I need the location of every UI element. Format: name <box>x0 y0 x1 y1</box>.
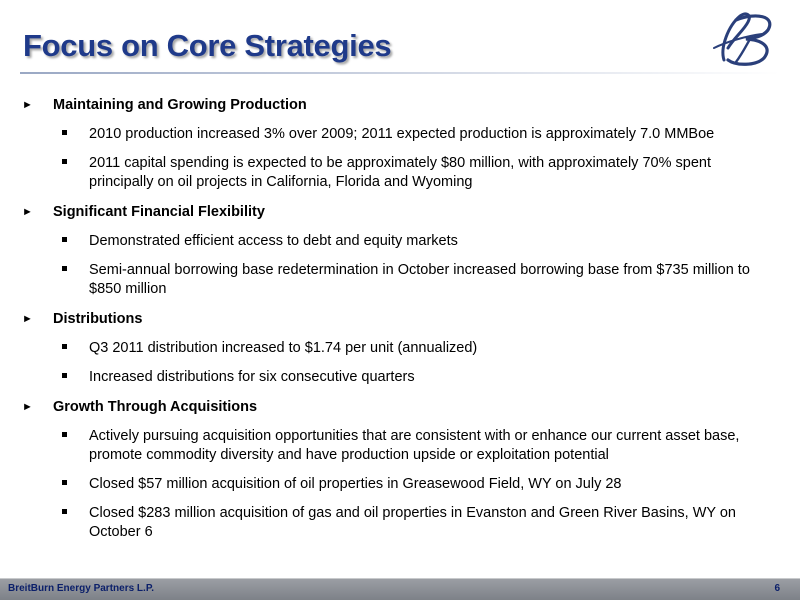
list-item-text: Increased distributions for six consecutive quarters <box>89 369 415 385</box>
section-distributions <box>20 310 780 387</box>
square-bullet-icon <box>60 154 89 173</box>
section-heading-text: Maintaining and Growing Production <box>53 97 307 113</box>
slide-title: Focus on Core Strategies <box>23 28 392 63</box>
list-item <box>20 261 780 299</box>
list-item-text: Demonstrated efficient access to debt and equity markets <box>89 233 458 249</box>
section-heading-text: Growth Through Acquisitions <box>53 399 258 415</box>
list-item-text: Q3 2011 distribution increased to $1.74 per unit (annualized) <box>89 340 478 356</box>
section-heading <box>20 310 780 328</box>
list-item-text: 2010 production increased 3% over 2009; 2011 expected production is approximately 7.0 MMBoe <box>89 126 715 142</box>
triangle-right-icon: ► <box>22 313 33 325</box>
list-item <box>20 339 780 358</box>
list-item-text: Closed $283 million acquisition of gas and oil properties in Evanston and Green River Basins, WY on October 6 <box>89 505 736 540</box>
list-item-text: Closed $57 million acquisition of oil properties in Greasewood Field, WY on July 28 <box>89 476 622 492</box>
section-heading-text: Significant Financial Flexibility <box>53 204 265 220</box>
triangle-right-icon: ► <box>22 99 33 111</box>
square-bullet-icon <box>60 261 89 280</box>
list-item-text: Actively pursuing acquisition opportunities that are consistent with or enhance our current asset base, promote commodity diversity and have production upside or exploitation potential <box>89 428 740 463</box>
section-heading <box>20 203 780 221</box>
triangle-right-icon: ► <box>22 401 33 413</box>
square-bullet-icon <box>60 427 89 446</box>
section-heading <box>20 398 780 416</box>
triangle-right-icon: ► <box>22 206 33 218</box>
square-bullet-icon <box>60 125 89 144</box>
square-bullet-icon <box>60 339 89 358</box>
section-heading <box>20 96 780 114</box>
square-bullet-icon <box>60 232 89 251</box>
list-item <box>20 504 780 542</box>
list-item <box>20 427 780 465</box>
page-number: 6 <box>774 583 780 594</box>
list-item <box>20 154 780 192</box>
square-bullet-icon <box>60 475 89 494</box>
slide-body <box>20 96 780 553</box>
title-divider <box>20 72 780 74</box>
square-bullet-icon <box>60 368 89 387</box>
list-item <box>20 232 780 251</box>
section-production <box>20 96 780 192</box>
footer-company-name: BreitBurn Energy Partners L.P. <box>8 583 154 594</box>
list-item <box>20 368 780 387</box>
slide-footer <box>0 578 800 600</box>
list-item-text: 2011 capital spending is expected to be approximately $80 million, with approximately 70% spent principally on oil projects in California, Florida and Wyoming <box>89 155 711 190</box>
breitburn-logo <box>706 8 782 70</box>
list-item-text: Semi-annual borrowing base redetermination in October increased borrowing base from $735 million to $850 million <box>89 262 750 297</box>
list-item <box>20 125 780 144</box>
section-acquisitions <box>20 398 780 542</box>
square-bullet-icon <box>60 504 89 523</box>
section-financial-flexibility <box>20 203 780 299</box>
section-heading-text: Distributions <box>53 311 143 327</box>
list-item <box>20 475 780 494</box>
